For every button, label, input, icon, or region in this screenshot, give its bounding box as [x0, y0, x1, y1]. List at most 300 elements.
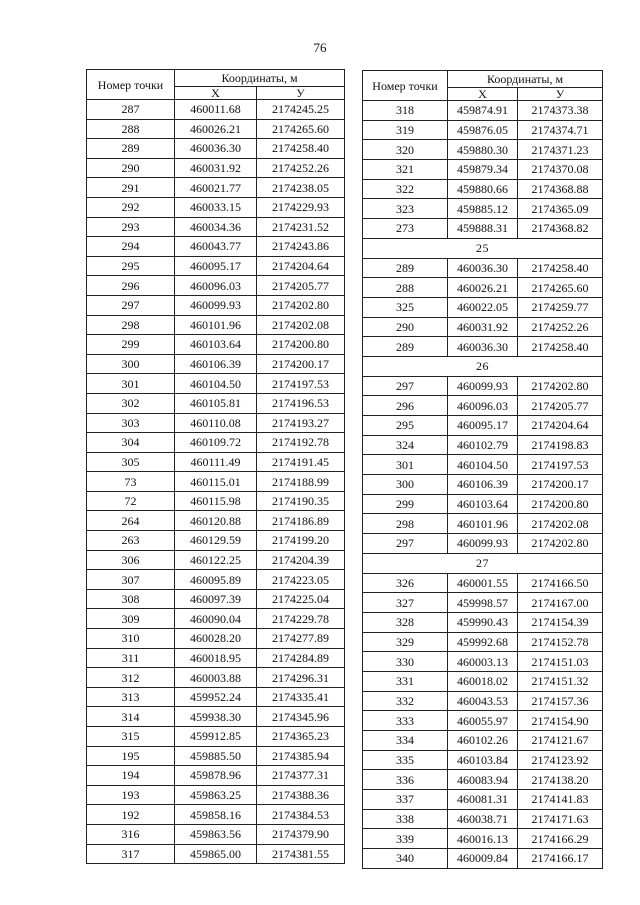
table-row — [87, 178, 345, 198]
y-coordinate-cell: 2174259.77 — [518, 297, 603, 317]
y-coordinate-cell: 2174365.23 — [257, 727, 345, 747]
x-coordinate-cell: 459865.00 — [175, 844, 257, 864]
point-number-cell: 72 — [87, 491, 175, 511]
x-coordinate-cell: 460115.98 — [175, 491, 257, 511]
x-coordinate-cell: 460103.84 — [448, 750, 518, 770]
x-coordinate-cell: 460095.17 — [448, 416, 518, 436]
table-row — [87, 374, 345, 394]
y-coordinate-cell: 2174252.26 — [518, 317, 603, 337]
point-number-cell: 325 — [363, 297, 448, 317]
point-number-cell: 287 — [87, 100, 175, 120]
y-coordinate-cell: 2174200.17 — [518, 475, 603, 495]
x-coordinate-cell: 460105.81 — [175, 393, 257, 413]
y-coordinate-cell: 2174202.80 — [518, 376, 603, 396]
table-row — [363, 671, 603, 691]
table-row — [87, 295, 345, 315]
x-coordinate-cell: 459990.43 — [448, 612, 518, 632]
table-row — [87, 727, 345, 747]
y-coordinate-cell: 2174121.67 — [518, 731, 603, 751]
table-row — [87, 139, 345, 159]
point-number-cell: 194 — [87, 766, 175, 786]
page-number: 76 — [313, 40, 327, 55]
table-row — [363, 455, 603, 475]
x-coordinate-cell: 460096.03 — [175, 276, 257, 296]
y-coordinate-cell: 2174296.31 — [257, 668, 345, 688]
x-coordinate-cell: 459885.50 — [175, 746, 257, 766]
table-row — [363, 475, 603, 495]
point-number-cell: 301 — [363, 455, 448, 475]
table-row — [87, 491, 345, 511]
table-row — [87, 766, 345, 786]
table-row — [87, 237, 345, 257]
x-coordinate-cell: 460033.15 — [175, 197, 257, 217]
table-row — [87, 609, 345, 629]
table-row — [87, 217, 345, 237]
y-coordinate-cell: 2174151.03 — [518, 652, 603, 672]
point-number-cell: 330 — [363, 652, 448, 672]
y-coordinate-cell: 2174166.50 — [518, 573, 603, 593]
x-coordinate-cell: 460036.30 — [448, 337, 518, 357]
section-number: 27 — [363, 553, 603, 573]
y-coordinate-cell: 2174141.83 — [518, 790, 603, 810]
section-number: 25 — [363, 238, 603, 258]
point-number-cell: 297 — [87, 295, 175, 315]
point-number-cell: 329 — [363, 632, 448, 652]
y-coordinate-cell: 2174193.27 — [257, 413, 345, 433]
table-row — [363, 376, 603, 396]
table-row — [87, 315, 345, 335]
y-coordinate-cell: 2174200.17 — [257, 354, 345, 374]
y-coordinate-cell: 2174198.83 — [518, 435, 603, 455]
x-coordinate-cell: 460104.50 — [175, 374, 257, 394]
table-row — [87, 452, 345, 472]
x-coordinate-cell: 459888.31 — [448, 219, 518, 239]
y-coordinate-cell: 2174245.25 — [257, 100, 345, 120]
x-coordinate-cell: 460083.94 — [448, 770, 518, 790]
y-coordinate-cell: 2174202.08 — [518, 514, 603, 534]
y-coordinate-cell: 2174204.39 — [257, 550, 345, 570]
y-coordinate-cell: 2174197.53 — [518, 455, 603, 475]
coordinates-table-left — [86, 69, 345, 864]
x-coordinate-cell: 460101.96 — [175, 315, 257, 335]
point-number-cell: 297 — [363, 534, 448, 554]
x-coordinate-cell: 460001.55 — [448, 573, 518, 593]
x-coordinate-cell: 460102.26 — [448, 731, 518, 751]
x-coordinate-cell: 460101.96 — [448, 514, 518, 534]
x-coordinate-cell: 460120.88 — [175, 511, 257, 531]
y-coordinate-cell: 2174196.53 — [257, 393, 345, 413]
y-coordinate-cell: 2174265.60 — [518, 278, 603, 298]
point-number-cell: 263 — [87, 531, 175, 551]
point-number-cell: 300 — [363, 475, 448, 495]
table-row — [363, 179, 603, 199]
y-header: У — [257, 87, 345, 100]
table-row — [87, 119, 345, 139]
x-coordinate-cell: 460055.97 — [448, 711, 518, 731]
x-coordinate-cell: 460097.39 — [175, 589, 257, 609]
x-coordinate-cell: 460122.25 — [175, 550, 257, 570]
table-row — [363, 593, 603, 613]
table-row — [87, 433, 345, 453]
x-coordinate-cell: 460003.13 — [448, 652, 518, 672]
point-number-cell: 332 — [363, 691, 448, 711]
point-number-cell: 311 — [87, 648, 175, 668]
point-number-cell: 295 — [87, 256, 175, 276]
point-number-cell: 335 — [363, 750, 448, 770]
point-number-cell: 312 — [87, 668, 175, 688]
x-coordinate-cell: 460106.39 — [448, 475, 518, 495]
table-row — [87, 472, 345, 492]
point-number-cell: 299 — [87, 335, 175, 355]
table-row — [87, 668, 345, 688]
x-coordinate-cell: 459876.05 — [448, 120, 518, 140]
x-coordinate-cell: 460103.64 — [448, 494, 518, 514]
point-number-cell: 290 — [363, 317, 448, 337]
point-number-cell: 290 — [87, 158, 175, 178]
point-number-cell: 334 — [363, 731, 448, 751]
table-row — [87, 335, 345, 355]
point-number-cell: 273 — [363, 219, 448, 239]
y-coordinate-cell: 2174171.63 — [518, 809, 603, 829]
table-row — [363, 317, 603, 337]
table-row — [363, 219, 603, 239]
x-coordinate-cell: 459863.56 — [175, 824, 257, 844]
y-coordinate-cell: 2174152.78 — [518, 632, 603, 652]
x-coordinate-cell: 459858.16 — [175, 805, 257, 825]
point-number-cell: 328 — [363, 612, 448, 632]
point-number-cell: 297 — [363, 376, 448, 396]
y-coordinate-cell: 2174368.82 — [518, 219, 603, 239]
table-row — [87, 413, 345, 433]
x-coordinate-cell: 460022.05 — [448, 297, 518, 317]
x-coordinate-cell: 459998.57 — [448, 593, 518, 613]
y-coordinate-cell: 2174373.38 — [518, 101, 603, 121]
table-row — [363, 416, 603, 436]
x-coordinate-cell: 460099.93 — [448, 534, 518, 554]
table-row — [87, 629, 345, 649]
point-number-cell: 292 — [87, 197, 175, 217]
x-coordinate-cell: 460110.08 — [175, 413, 257, 433]
y-coordinate-cell: 2174138.20 — [518, 770, 603, 790]
point-number-cell: 310 — [87, 629, 175, 649]
y-coordinate-cell: 2174252.26 — [257, 158, 345, 178]
x-coordinate-cell: 460096.03 — [448, 396, 518, 416]
point-number-cell: 308 — [87, 589, 175, 609]
point-number-cell: 309 — [87, 609, 175, 629]
point-number-cell: 322 — [363, 179, 448, 199]
x-coordinate-cell: 460018.95 — [175, 648, 257, 668]
point-number-cell: 193 — [87, 785, 175, 805]
point-number-cell: 301 — [87, 374, 175, 394]
y-coordinate-cell: 2174223.05 — [257, 570, 345, 590]
point-number-cell: 300 — [87, 354, 175, 374]
point-number-cell: 323 — [363, 199, 448, 219]
x-coordinate-cell: 460031.92 — [175, 158, 257, 178]
section-number: 26 — [363, 356, 603, 376]
point-number-cell: 296 — [87, 276, 175, 296]
point-number-cell: 295 — [363, 416, 448, 436]
point-number-cell: 318 — [363, 101, 448, 121]
y-coordinate-cell: 2174277.89 — [257, 629, 345, 649]
y-coordinate-cell: 2174202.80 — [518, 534, 603, 554]
x-coordinate-cell: 460038.71 — [448, 809, 518, 829]
point-number-cell: 302 — [87, 393, 175, 413]
section-row — [363, 238, 603, 258]
table-row — [363, 790, 603, 810]
y-coordinate-cell: 2174371.23 — [518, 140, 603, 160]
point-number-cell: 298 — [363, 514, 448, 534]
y-coordinate-cell: 2174258.40 — [257, 139, 345, 159]
x-coordinate-cell: 460031.92 — [448, 317, 518, 337]
x-coordinate-cell: 460103.64 — [175, 335, 257, 355]
point-number-cell: 289 — [363, 337, 448, 357]
table-row — [363, 731, 603, 751]
right-table-body — [363, 101, 603, 869]
table-row — [87, 197, 345, 217]
table-row — [87, 648, 345, 668]
coordinates-header: Координаты, м — [448, 71, 603, 88]
x-coordinate-cell: 460095.89 — [175, 570, 257, 590]
section-row — [363, 356, 603, 376]
table-row — [363, 652, 603, 672]
point-number-cell: 313 — [87, 687, 175, 707]
y-coordinate-cell: 2174205.77 — [257, 276, 345, 296]
y-coordinate-cell: 2174335.41 — [257, 687, 345, 707]
point-number-cell: 296 — [363, 396, 448, 416]
x-coordinate-cell: 459879.34 — [448, 160, 518, 180]
table-row — [87, 100, 345, 120]
y-coordinate-cell: 2174123.92 — [518, 750, 603, 770]
x-coordinate-cell: 460021.77 — [175, 178, 257, 198]
x-coordinate-cell: 460129.59 — [175, 531, 257, 551]
y-coordinate-cell: 2174374.71 — [518, 120, 603, 140]
point-number-cell: 294 — [87, 237, 175, 257]
table-row — [363, 711, 603, 731]
table-row — [363, 199, 603, 219]
table-row — [87, 844, 345, 864]
x-coordinate-cell: 460102.79 — [448, 435, 518, 455]
table-row — [363, 396, 603, 416]
point-number-cell: 336 — [363, 770, 448, 790]
x-header: Х — [175, 87, 257, 100]
point-number-cell: 289 — [363, 258, 448, 278]
y-coordinate-cell: 2174166.29 — [518, 829, 603, 849]
x-coordinate-cell: 460115.01 — [175, 472, 257, 492]
point-number-cell: 320 — [363, 140, 448, 160]
y-coordinate-cell: 2174151.32 — [518, 671, 603, 691]
y-coordinate-cell: 2174204.64 — [518, 416, 603, 436]
y-coordinate-cell: 2174186.89 — [257, 511, 345, 531]
point-number-cell: 305 — [87, 452, 175, 472]
point-number-cell: 73 — [87, 472, 175, 492]
point-number-cell: 307 — [87, 570, 175, 590]
point-number-cell: 333 — [363, 711, 448, 731]
table-row — [363, 612, 603, 632]
y-coordinate-cell: 2174225.04 — [257, 589, 345, 609]
y-coordinate-cell: 2174265.60 — [257, 119, 345, 139]
y-coordinate-cell: 2174199.20 — [257, 531, 345, 551]
x-coordinate-cell: 459880.30 — [448, 140, 518, 160]
x-coordinate-cell: 459938.30 — [175, 707, 257, 727]
table-row — [363, 120, 603, 140]
table-row — [87, 550, 345, 570]
y-coordinate-cell: 2174381.55 — [257, 844, 345, 864]
y-coordinate-cell: 2174284.89 — [257, 648, 345, 668]
table-row — [363, 849, 603, 869]
table-row — [363, 750, 603, 770]
y-coordinate-cell: 2174385.94 — [257, 746, 345, 766]
left-table-body — [87, 100, 345, 864]
y-coordinate-cell: 2174166.17 — [518, 849, 603, 869]
point-number-cell: 337 — [363, 790, 448, 810]
x-coordinate-cell: 460028.20 — [175, 629, 257, 649]
point-number-cell: 314 — [87, 707, 175, 727]
point-number-cell: 264 — [87, 511, 175, 531]
section-row — [363, 553, 603, 573]
table-row — [363, 691, 603, 711]
x-coordinate-cell: 460011.68 — [175, 100, 257, 120]
y-coordinate-cell: 2174154.90 — [518, 711, 603, 731]
x-coordinate-cell: 460090.04 — [175, 609, 257, 629]
x-coordinate-cell: 460081.31 — [448, 790, 518, 810]
table-row — [87, 158, 345, 178]
y-coordinate-cell: 2174231.52 — [257, 217, 345, 237]
x-coordinate-cell: 460016.13 — [448, 829, 518, 849]
x-coordinate-cell: 460036.30 — [448, 258, 518, 278]
x-coordinate-cell: 460104.50 — [448, 455, 518, 475]
table-row — [363, 632, 603, 652]
y-coordinate-cell: 2174205.77 — [518, 396, 603, 416]
point-number-cell: 192 — [87, 805, 175, 825]
y-coordinate-cell: 2174200.80 — [518, 494, 603, 514]
y-coordinate-cell: 2174258.40 — [518, 258, 603, 278]
table-row — [87, 746, 345, 766]
table-row — [363, 278, 603, 298]
x-coordinate-cell: 460026.21 — [448, 278, 518, 298]
table-row — [363, 809, 603, 829]
x-coordinate-cell: 460026.21 — [175, 119, 257, 139]
y-coordinate-cell: 2174188.99 — [257, 472, 345, 492]
point-number-cell: 298 — [87, 315, 175, 335]
point-number-cell: 293 — [87, 217, 175, 237]
y-coordinate-cell: 2174370.08 — [518, 160, 603, 180]
x-coordinate-cell: 460043.77 — [175, 237, 257, 257]
x-coordinate-cell: 460099.93 — [448, 376, 518, 396]
table-row — [87, 824, 345, 844]
table-row — [363, 514, 603, 534]
x-coordinate-cell: 459992.68 — [448, 632, 518, 652]
table-row — [363, 337, 603, 357]
y-coordinate-cell: 2174154.39 — [518, 612, 603, 632]
table-row — [87, 805, 345, 825]
coordinates-table-right — [362, 70, 603, 869]
table-row — [363, 140, 603, 160]
point-number-header: Номер точки — [87, 70, 175, 100]
table-row — [87, 511, 345, 531]
y-coordinate-cell: 2174202.80 — [257, 295, 345, 315]
table-row — [363, 829, 603, 849]
table-row — [87, 256, 345, 276]
y-coordinate-cell: 2174384.53 — [257, 805, 345, 825]
table-row — [363, 435, 603, 455]
table-row — [363, 534, 603, 554]
point-number-cell: 289 — [87, 139, 175, 159]
x-coordinate-cell: 460009.84 — [448, 849, 518, 869]
table-row — [87, 589, 345, 609]
y-coordinate-cell: 2174368.88 — [518, 179, 603, 199]
table-row — [87, 531, 345, 551]
y-coordinate-cell: 2174229.93 — [257, 197, 345, 217]
point-number-cell: 306 — [87, 550, 175, 570]
x-coordinate-cell: 460106.39 — [175, 354, 257, 374]
point-number-cell: 195 — [87, 746, 175, 766]
table-row — [87, 707, 345, 727]
x-coordinate-cell: 459880.66 — [448, 179, 518, 199]
point-number-cell: 321 — [363, 160, 448, 180]
y-coordinate-cell: 2174379.90 — [257, 824, 345, 844]
point-number-cell: 331 — [363, 671, 448, 691]
x-coordinate-cell: 460003.88 — [175, 668, 257, 688]
x-coordinate-cell: 459952.24 — [175, 687, 257, 707]
y-coordinate-cell: 2174192.78 — [257, 433, 345, 453]
x-coordinate-cell: 460034.36 — [175, 217, 257, 237]
y-coordinate-cell: 2174202.08 — [257, 315, 345, 335]
point-number-cell: 304 — [87, 433, 175, 453]
y-coordinate-cell: 2174258.40 — [518, 337, 603, 357]
coordinates-header: Координаты, м — [175, 70, 345, 87]
y-coordinate-cell: 2174167.00 — [518, 593, 603, 613]
point-number-cell: 288 — [363, 278, 448, 298]
y-header: У — [518, 88, 603, 101]
point-number-header: Номер точки — [363, 71, 448, 101]
point-number-cell: 288 — [87, 119, 175, 139]
y-coordinate-cell: 2174197.53 — [257, 374, 345, 394]
table-row — [363, 573, 603, 593]
point-number-cell: 291 — [87, 178, 175, 198]
y-coordinate-cell: 2174238.05 — [257, 178, 345, 198]
x-coordinate-cell: 459912.85 — [175, 727, 257, 747]
point-number-cell: 327 — [363, 593, 448, 613]
y-coordinate-cell: 2174204.64 — [257, 256, 345, 276]
y-coordinate-cell: 2174191.45 — [257, 452, 345, 472]
y-coordinate-cell: 2174229.78 — [257, 609, 345, 629]
point-number-cell: 340 — [363, 849, 448, 869]
point-number-cell: 338 — [363, 809, 448, 829]
table-row — [87, 393, 345, 413]
table-row — [363, 101, 603, 121]
x-coordinate-cell: 459878.96 — [175, 766, 257, 786]
y-coordinate-cell: 2174200.80 — [257, 335, 345, 355]
x-coordinate-cell: 460043.53 — [448, 691, 518, 711]
table-row — [363, 258, 603, 278]
y-coordinate-cell: 2174345.96 — [257, 707, 345, 727]
y-coordinate-cell: 2174243.86 — [257, 237, 345, 257]
x-coordinate-cell: 459874.91 — [448, 101, 518, 121]
x-coordinate-cell: 460099.93 — [175, 295, 257, 315]
point-number-cell: 315 — [87, 727, 175, 747]
point-number-cell: 339 — [363, 829, 448, 849]
y-coordinate-cell: 2174377.31 — [257, 766, 345, 786]
table-row — [363, 494, 603, 514]
y-coordinate-cell: 2174365.09 — [518, 199, 603, 219]
x-coordinate-cell: 459885.12 — [448, 199, 518, 219]
x-coordinate-cell: 460111.49 — [175, 452, 257, 472]
y-coordinate-cell: 2174190.35 — [257, 491, 345, 511]
table-row — [87, 354, 345, 374]
point-number-cell: 303 — [87, 413, 175, 433]
point-number-cell: 326 — [363, 573, 448, 593]
table-row — [363, 297, 603, 317]
